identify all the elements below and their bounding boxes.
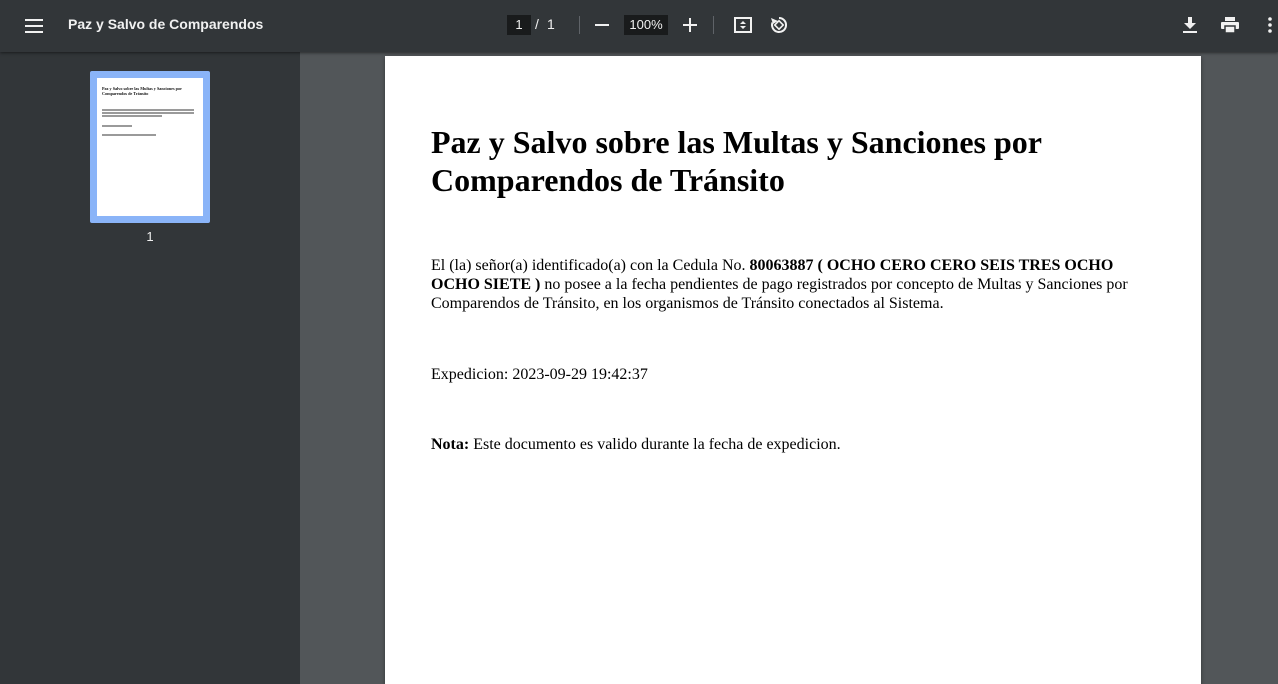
expedition-date: Expedicion: 2023-09-29 19:42:37: [431, 366, 648, 383]
document-note: [431, 436, 841, 454]
vertical-scrollbar[interactable]: [1270, 52, 1278, 684]
toolbar-divider: [579, 16, 580, 34]
thumbnail-line: [102, 134, 156, 136]
menu-icon[interactable]: [18, 10, 50, 42]
thumbnail-line: [102, 115, 162, 117]
pdf-page: [385, 56, 1201, 684]
print-icon[interactable]: [1214, 9, 1246, 41]
more-vert-icon[interactable]: [1254, 9, 1278, 41]
pdf-toolbar: [0, 0, 1278, 52]
zoom-input[interactable]: 100%: [624, 15, 668, 35]
document-body: [431, 256, 1141, 313]
note-label: Nota:: [431, 436, 470, 453]
page-separator: /: [535, 16, 539, 32]
zoom-out-icon[interactable]: [586, 9, 618, 41]
download-icon[interactable]: [1174, 9, 1206, 41]
document-viewer[interactable]: [300, 52, 1278, 684]
thumbnail-sidebar: [0, 52, 300, 684]
thumbnail-page-number: 1: [146, 229, 154, 244]
toolbar-divider: [713, 16, 714, 34]
document-title: Paz y Salvo de Comparendos: [68, 16, 264, 32]
fit-page-icon[interactable]: [727, 9, 759, 41]
document-heading: Paz y Salvo sobre las Multas y Sanciones por Comparendos de Tránsito: [431, 124, 1042, 198]
thumbnail-line: [102, 112, 194, 114]
page-thumbnail[interactable]: [90, 71, 210, 223]
page-total: 1: [547, 16, 555, 32]
thumbnail-line: [102, 109, 194, 111]
page-number-input[interactable]: 1: [507, 15, 531, 35]
thumbnail-preview: [97, 78, 203, 216]
cedula-number: 80063887 ( OCHO CERO CERO SEIS TRES OCHO OCHO SIETE ): [431, 257, 1114, 293]
note-text: Este documento es valido durante la fecha de expedicion.: [469, 436, 841, 453]
zoom-in-icon[interactable]: [674, 9, 706, 41]
thumbnail-title: Paz y Salvo sobre las Multas y Sanciones por Comparendos de Tránsito: [102, 86, 182, 96]
thumbnail-line: [102, 125, 132, 127]
body-suffix: no posee a la fecha pendientes de pago registrados por concepto de Multas y Sanciones por Comparendos de Tránsito, en los organismos de Tránsito conectados al Sistema.: [431, 276, 1128, 312]
rotate-icon[interactable]: [763, 9, 795, 41]
body-prefix: El (la) señor(a) identificado(a) con la Cedula No.: [431, 257, 750, 274]
